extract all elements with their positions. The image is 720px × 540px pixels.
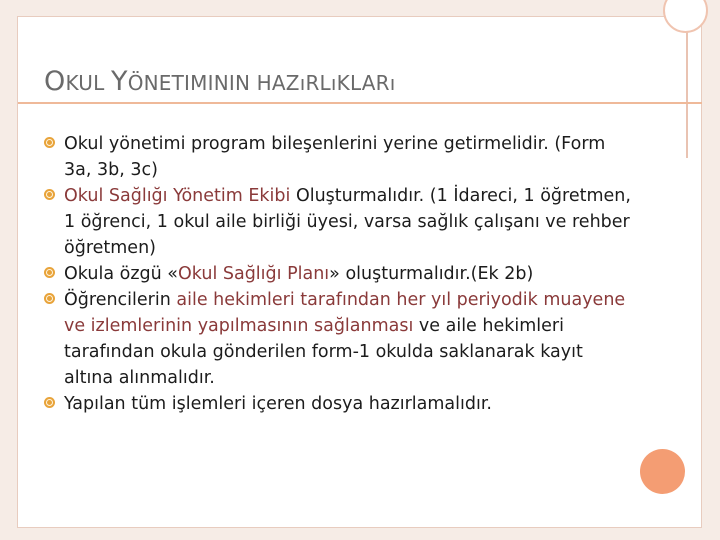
bullet-item (44, 287, 634, 391)
circle-bullet-icon (44, 267, 55, 278)
bullet-text: Oluşturmalıdır. (1 İdareci, 1 öğretmen, 1 öğrenci, 1 okul aile birliği üyesi, varsa sağlık çalışanı ve rehber öğretmen) (64, 186, 631, 258)
highlighted-text: aile hekimleri tarafından her yıl periyodik muayene ve izlemlerinin yapılmasının sağlanması (64, 290, 626, 336)
decorative-circle-filled (640, 449, 685, 494)
title-underline (18, 102, 702, 104)
circle-bullet-icon (44, 293, 55, 304)
highlighted-text: Okul Sağlığı Planı (177, 264, 330, 284)
title-segment: ÖNETIMININ HAZıRLıKLARı (127, 71, 396, 95)
highlighted-text: Okul Sağlığı Yönetim Ekibi (64, 186, 291, 206)
bullet-text: Öğrencilerin (64, 290, 177, 310)
bullet-text: ve aile hekimleri tarafından okula gönderilen form-1 okulda saklanarak kayıt altına alınmalıdır. (64, 316, 583, 388)
bullet-text: » oluşturmalıdır.(Ek 2b) (329, 264, 534, 284)
bullet-text: Okul yönetimi program bileşenlerini yerine getirmelidir. (Form 3a, 3b, 3c) (64, 134, 606, 180)
circle-bullet-icon (44, 189, 55, 200)
title-segment: KUL (65, 71, 111, 95)
circle-bullet-icon (44, 137, 55, 148)
bullet-item (44, 131, 634, 183)
bullet-item (44, 391, 634, 417)
bullet-text: Okula özgü « (64, 264, 178, 284)
bullet-text: Yapılan tüm işlemleri içeren dosya hazırlamalıdır. (64, 394, 492, 414)
circle-bullet-icon (44, 397, 55, 408)
title-segment: O (44, 66, 66, 97)
slide-title (44, 66, 396, 97)
bullet-list (44, 131, 634, 417)
bullet-item (44, 183, 634, 261)
bullet-item (44, 261, 634, 287)
title-segment: Y (110, 66, 128, 97)
